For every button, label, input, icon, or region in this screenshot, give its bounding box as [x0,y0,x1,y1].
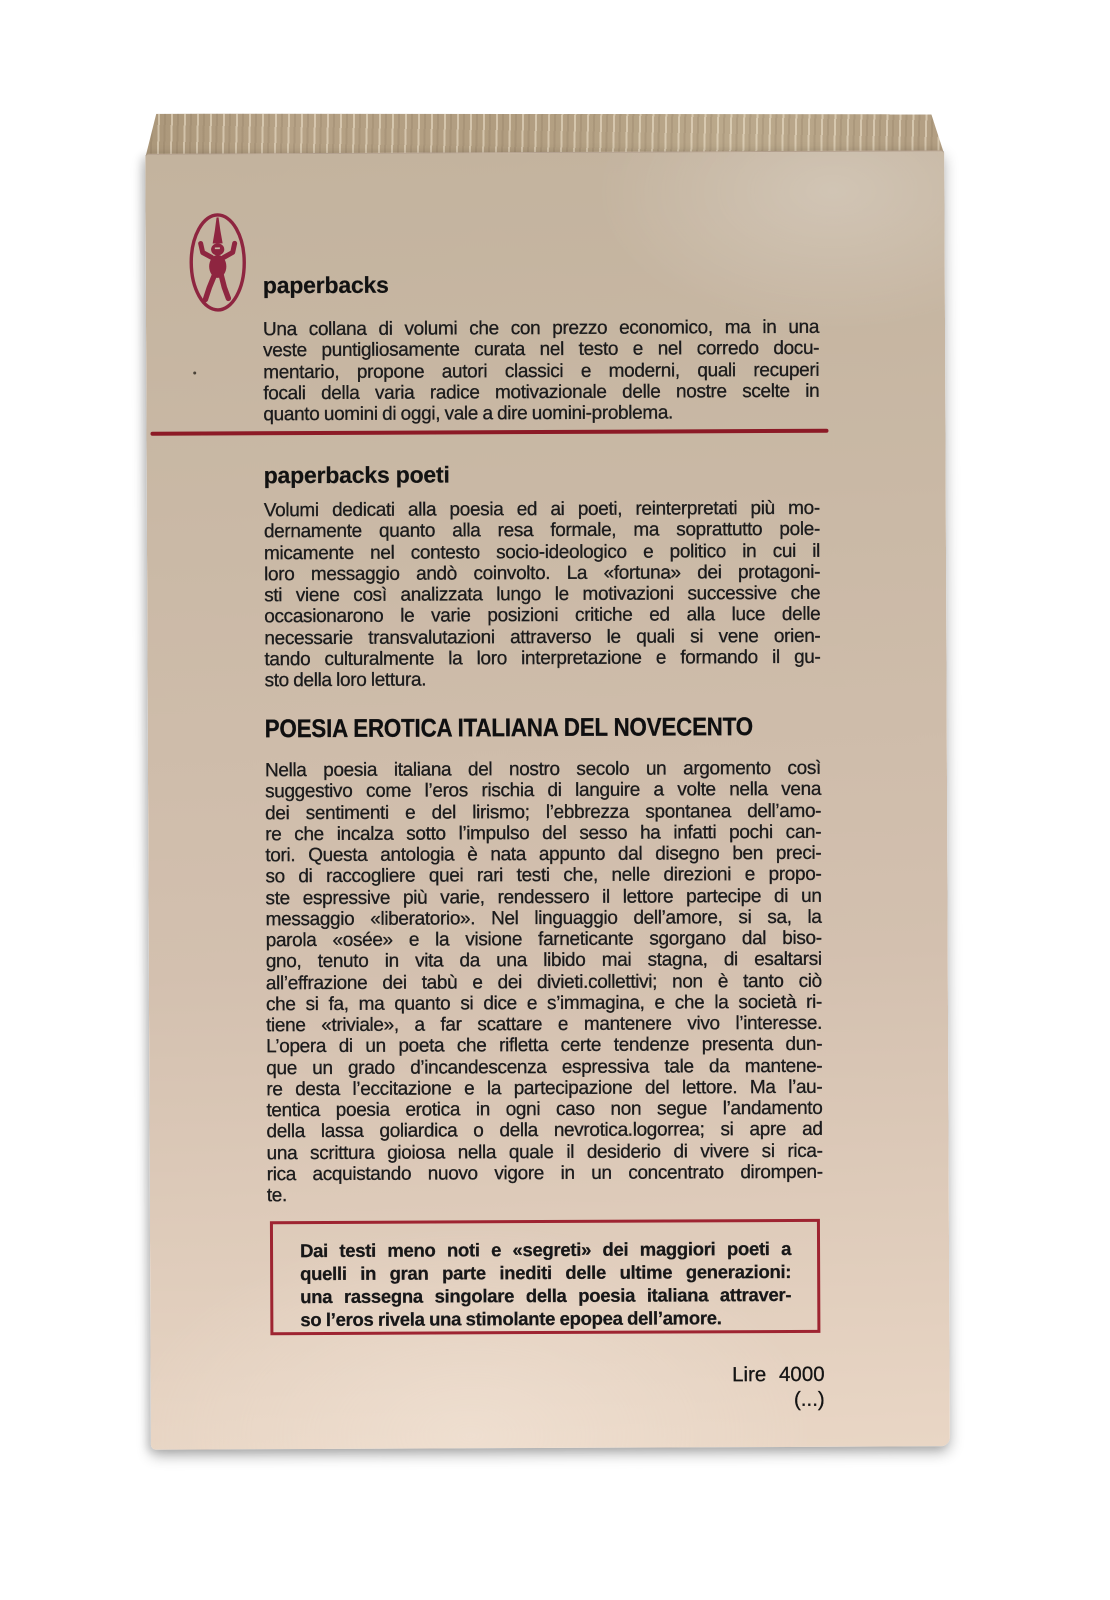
book-title: POESIA EROTICA ITALIANA DEL NOVECENTO [264,713,754,744]
publisher-gnome-logo-icon [188,210,248,314]
cover-surface [145,150,950,1449]
price-label: Lire 4000 [732,1362,825,1387]
subseries-title: paperbacks poeti [263,461,450,489]
book-back-cover [145,110,950,1449]
book-description: Nella poesia italiana del nostro secolo un argomento così suggestivo come l’eros rischia di languire a volte nella vena dei sentimenti e del lirismo; l’ebbrezza spontanea dell’amo- re che incalza sotto l’impulso del sesso ha infatti pochi can- tori. Questa antologia è nata appunto dal disegno ben preci- so di raccogliere quei rari testi che, nelle direzioni e propo- ste espressive più varie, rendessero il lettore partecipe di un messaggio «liberatorio». Nel linguaggio dell’amore, si sa, la parola «osée» e la visione farneticante sgorgano dal biso- gno, tenuto in vita da una libido mai stagna, di esaltarsi all’effrazione dei tabù e dei divieti.collettivi; non è tanto ciò che si fa, ma quanto si dice e s’immagina, e che la società ri- tiene «triviale», a far scattare e mantenere vivo l’interesse. L’opera di un poeta che rifletta certe tendenze presenta dun- que un grado d’incandescenza espressiva tale da mantene- re desta l’eccitazione e la partecipazione del lettore. Ma l’au- tentica poesia erotica in ogni caso non segue l’andamento della lassa goliardica o della nevrotica.logorrea; si apre ad una scrittura gioiosa nella quale il desiderio di vivere si rica- rica acquistando nuovo vigore in un concentrato dirompen- te. [264,757,823,1207]
divider-rule [150,429,828,436]
stray-ink-dot [193,372,196,375]
price-note: (...) [793,1387,825,1411]
highlight-text: Dai testi meno noti e «segreti» dei maggiori poeti a quelli in gran parte inediti delle ultime generazioni: una rassegna singolare della poesia italiana attraver- so l’eros rivela una stimolante epopea dell’amore. [300,1237,792,1331]
price-block [732,1362,825,1412]
series-title: paperbacks [262,271,389,299]
highlight-box [270,1219,820,1335]
subseries-description: Volumi dedicati alla poesia ed ai poeti, reinterpretati più mo- dernamente quanto alla resa formale, ma soprattutto pole- micamente nel contesto socio-ideologico e politico in cui il loro messaggio andò coinvolto. La «fortuna» dei protagoni- sti viene così analizzata lungo le motivazioni successive che occasionarono le varie posizioni critiche ed alla luce delle necessarie transvalutazioni attraverso le quali si vene orien- tando culturalmente la loro interpretazione e formando il gu- sto della loro lettura. [263,497,821,692]
series-description: Una collana di volumi che con prezzo economico, ma in una veste puntigliosamente curata nel testo e nel corredo docu- mentario, propone autori classici e moderni, quali recuperi focali della varia radice motivazionale delle nostre scelte in quanto uomini di oggi, vale a dire uomini-problema. [262,316,820,426]
